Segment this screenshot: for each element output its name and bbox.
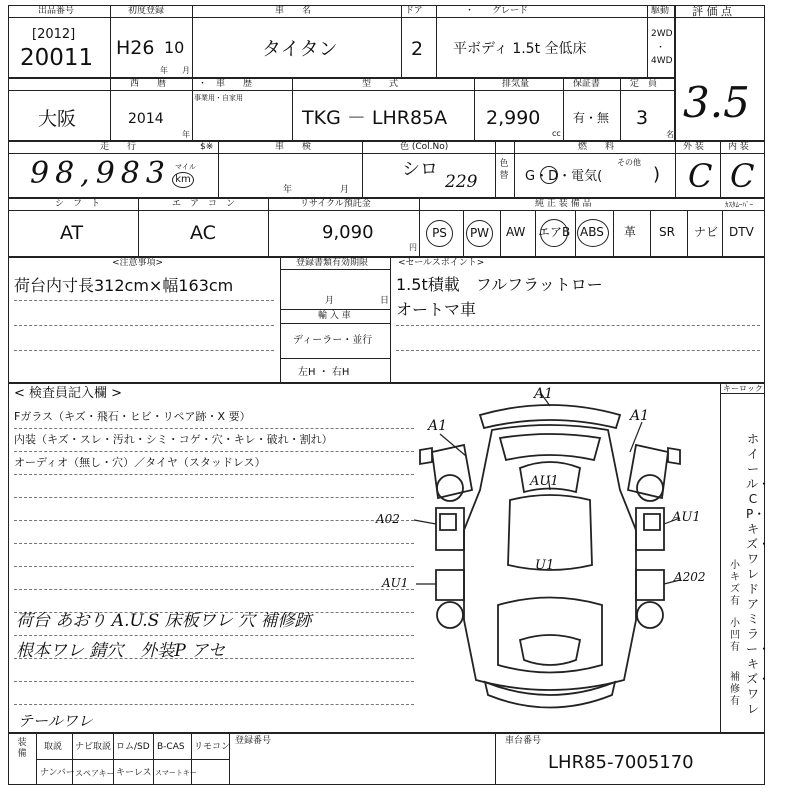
option-smart-key: スマートキー — [155, 769, 197, 777]
drive-2wd: 2WD — [651, 29, 673, 39]
vehicle-type-sub: 事業用・自家用 — [194, 94, 243, 102]
first-reg-month: 10 — [164, 38, 185, 57]
option-manual: 取説 — [44, 742, 63, 752]
capacity-label: 定 員 — [630, 79, 658, 89]
fuel-diesel-circle — [540, 166, 558, 184]
handwritten-note3: テールワレ — [18, 712, 93, 730]
equipment-pw: PW — [466, 220, 493, 247]
navi-label: ｶｽﾀﾑｰﾊﾞｰ — [725, 201, 753, 209]
shift: AT — [60, 222, 84, 244]
capacity: 3 — [636, 107, 649, 129]
recycle: 9,090 — [322, 222, 374, 243]
option-spare-key: スペアキー — [75, 769, 115, 778]
grade-label: ・ グレード — [465, 6, 529, 16]
year-code: [2012] — [32, 27, 76, 42]
first-reg-label: 初度登録 — [128, 6, 165, 16]
mileage: 98,983 — [30, 156, 171, 191]
deadline-label: 登録書類有効期限 — [296, 258, 369, 268]
mark-roof: U1 — [535, 558, 555, 573]
sales-label: <セールスポイント> — [398, 258, 485, 268]
equipment-abs: ABS — [580, 225, 604, 239]
equipment-abs-circle — [577, 219, 609, 247]
drive-label: 駆動 — [651, 6, 670, 16]
sales-line1: 1.5t積載 フルフラットロー — [396, 275, 603, 294]
fuel-close: ) — [653, 164, 661, 185]
doors-label: ドア — [405, 6, 423, 16]
drive-4wd: 4WD — [651, 56, 673, 66]
chassis-no: LHR85-7005170 — [548, 752, 694, 773]
region: 大阪 — [38, 108, 77, 130]
mark-left-rear: AU1 — [382, 576, 409, 590]
month-unit: 月 — [182, 66, 190, 75]
vertical-note-scratch: 小キズ有 — [730, 560, 740, 607]
mileage-unit-km: km — [172, 172, 194, 188]
caution-label: <注意事項> — [112, 258, 164, 268]
mark-right-rear: A202 — [674, 570, 706, 584]
inspection-month-unit: 月 — [340, 185, 350, 195]
mark-right-front: A1 — [630, 408, 650, 424]
replace-label: $※ — [200, 142, 214, 152]
inspection-line1: Fガラス（キズ・飛石・ヒビ・リペア跡・X 要） — [14, 410, 251, 423]
exterior-label: 外 装 — [683, 142, 704, 152]
color: シロ — [402, 159, 438, 180]
option-rom: ロム/SD — [116, 742, 150, 752]
options-label: 装備 — [17, 738, 27, 759]
handwritten-note1: 荷台 あおり A.U.S 床板ワレ 穴 補修跡 — [16, 611, 312, 631]
mark-hood: AU1 — [530, 474, 559, 489]
capacity-unit: 名 — [666, 130, 674, 139]
equipment-dtv: DTV — [729, 225, 754, 239]
sales-line2: オートマ車 — [396, 300, 477, 319]
year-unit: 年 — [160, 66, 168, 75]
vertical-note-mirror: ドアミラー・キズ・ワレ — [746, 582, 771, 716]
lhd-rhd: 左H ・ 右H — [298, 367, 350, 378]
western-year-unit: 年 — [182, 130, 190, 139]
equipment-airbag-circle — [538, 219, 571, 247]
warranty-label: 保証書 — [573, 79, 601, 89]
western-year-label: 西 暦 — [130, 79, 167, 89]
recycle-unit: 円 — [409, 243, 417, 252]
displacement-unit: cc — [552, 129, 561, 138]
doors: 2 — [411, 38, 424, 60]
vertical-note-wheel: ホイール・CP・キズ・ワレ — [746, 432, 771, 581]
import-label: 輸 入 車 — [318, 311, 351, 321]
western-year: 2014 — [128, 111, 164, 127]
inspection-year-unit: 年 — [283, 185, 293, 195]
warranty: 有・無 — [573, 111, 610, 125]
day-label: 日 — [380, 296, 390, 306]
interior-score: C — [730, 157, 755, 195]
drive-dot: ・ — [656, 43, 666, 53]
equipment-airbag: エアB — [538, 225, 571, 239]
caution-text: 荷台内寸長312cm×幅163cm — [14, 276, 234, 295]
lot-no: 20011 — [20, 45, 94, 71]
handwritten-note2: 根本ワレ 錆穴 外装P アセ — [16, 641, 226, 661]
equipment-aw: AW — [506, 225, 526, 239]
mark-left-door: A02 — [376, 512, 400, 526]
shift-label: シ フ ト — [55, 199, 101, 209]
car-name: タイタン — [262, 38, 338, 60]
model: TKG － LHR85A — [302, 107, 448, 129]
option-navi-manual: ナビ取説 — [75, 742, 112, 752]
equipment-row — [8, 198, 765, 257]
key-lock-label: キーロック — [723, 384, 763, 393]
vertical-note-dent: 小凹有 — [730, 618, 740, 653]
mileage-label: 走 行 — [100, 142, 137, 152]
recycle-label: リサイクル預託金 — [300, 199, 371, 209]
mark-right-door: AU1 — [672, 510, 701, 525]
inspection-line3: オーディオ（無し・穴）／タイヤ（スタッドレス） — [14, 456, 266, 469]
color-no: 229 — [445, 172, 478, 192]
fuel-label: 燃 料 — [578, 142, 615, 152]
displacement: 2,990 — [486, 107, 541, 129]
month-label: 月 — [325, 296, 335, 306]
grade: 平ボディ 1.5t 全低床 — [453, 41, 587, 57]
equipment-leather: 革 — [624, 225, 637, 239]
aircon: AC — [190, 222, 216, 244]
exterior-score: C — [688, 157, 713, 195]
option-bcas: B-CAS — [157, 742, 185, 752]
inspection-line2: 内装（キズ・スレ・汚れ・シミ・コゲ・穴・キレ・破れ・割れ） — [14, 433, 333, 446]
vertical-note-repair: 補修有 — [730, 672, 740, 707]
mark-front-bumper: A1 — [534, 386, 554, 402]
option-plate: ナンバー — [40, 768, 75, 778]
equipment-ps: PS — [426, 220, 453, 247]
inspection-title: < 検査員記入欄 > — [14, 386, 123, 401]
score: 3.5 — [683, 78, 750, 127]
dealer-label: ディーラー・並行 — [293, 335, 373, 346]
mileage-unit-mile: マイル — [175, 163, 196, 171]
inspection-label: 車 検 — [275, 142, 312, 152]
mark-left-front: A1 — [428, 418, 448, 434]
color-label: 色 (Col.No) — [400, 142, 449, 152]
equipment-label: 純 正 装 備 品 — [535, 199, 592, 209]
option-remote: リモコン — [194, 742, 231, 752]
fuel-options: G・D・電気( — [525, 169, 603, 184]
equipment-sr: SR — [659, 225, 675, 239]
aircon-label: エ ア コ ン — [172, 199, 236, 209]
displacement-label: 排気量 — [502, 79, 530, 89]
reg-no-label: 登録番号 — [235, 736, 272, 746]
color-change-label: 色替 — [499, 159, 509, 181]
equipment-navi: ナビ — [694, 225, 719, 239]
vehicle-type-label: ・ 車 歴 — [198, 79, 253, 89]
model-label: 型 式 — [362, 79, 399, 89]
lot-no-label: 出品番号 — [38, 6, 75, 16]
interior-label: 内 装 — [728, 142, 749, 152]
chassis-label: 車台番号 — [505, 736, 542, 746]
score-label: 評 価 点 — [692, 5, 732, 18]
fuel-other-label: その他 — [617, 158, 641, 167]
option-keyless: キーレス — [116, 768, 152, 778]
first-reg-era: H26 — [116, 37, 155, 59]
car-name-label: 車 名 — [275, 6, 312, 16]
